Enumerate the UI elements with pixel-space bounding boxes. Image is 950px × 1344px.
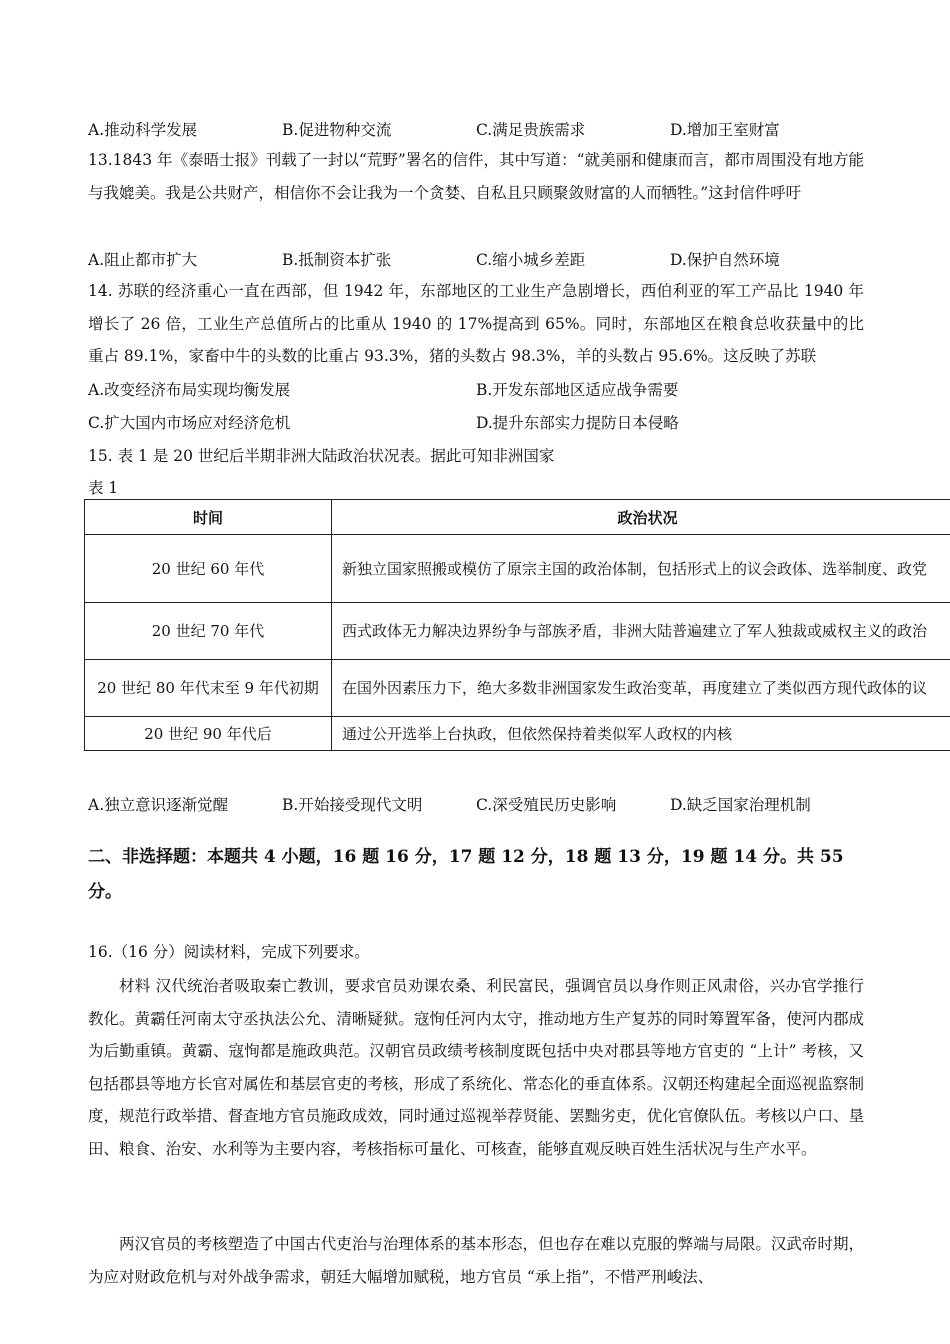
q16-stem: 16.（16 分）阅读材料，完成下列要求。 (88, 943, 370, 961)
header-time: 时间 (85, 500, 332, 535)
row-time: 20 世纪 80 年代末至 9 年代初期 (85, 660, 332, 717)
table-row (85, 717, 950, 751)
q15-option-d: D.缺乏国家治理机制 (670, 796, 811, 814)
q12-options (88, 118, 878, 142)
q13-option-d: D.保护自然环境 (670, 251, 780, 269)
q14-stem: 14. 苏联的经济重心一直在西部，但 1942 年，东部地区的工业生产急剧增长，西伯利亚的军工产品比 1940 年增长了 26 倍，工业生产总值所占的比重从 1940 的 17%提高到 65%。同时，东部地区在粮食总收获量中的比重占 89.1%，家畜中牛的头数的比重占 93.3%，猪的头数占 98.3%，羊的头数占 95.6%。这反映了苏联 (88, 282, 864, 365)
politics-table (84, 499, 950, 751)
row-time: 20 世纪 60 年代 (85, 535, 332, 603)
q15-option-b: B.开始接受现代文明 (282, 796, 423, 814)
row-desc: 通过公开选举上台执政，但依然保持着类似军人政权的内核 (332, 717, 950, 751)
row-desc: 新独立国家照搬或模仿了原宗主国的政治体制，包括形式上的议会政体、选举制度、政党 (332, 535, 950, 603)
table-row (85, 603, 950, 660)
q13-options (88, 248, 878, 272)
q15-option-c: C.深受殖民历史影响 (476, 796, 617, 814)
row-time: 20 世纪 70 年代 (85, 603, 332, 660)
q12-option-b: B.促进物种交流 (282, 121, 392, 139)
q15-options (88, 793, 878, 817)
q15-option-a: A.独立意识逐渐觉醒 (88, 796, 229, 814)
q14-option-b: B.开发东部地区适应战争需要 (476, 381, 679, 399)
row-desc: 在国外因素压力下，绝大多数非洲国家发生政治变革，再度建立了类似西方现代政体的议 (332, 660, 950, 717)
q14-option-a: A.改变经济布局实现均衡发展 (88, 381, 291, 399)
q13-stem: 13.1843 年《泰晤士报》刊载了一封以“荒野”署名的信件，其中写道：“就美丽和健康而言，都市周围没有地方能与我媲美。我是公共财产，相信你不会让我为一个贪婪、自私且只顾聚敛财富的人而牺牲。”这封信件呼吁 (88, 151, 864, 202)
header-politics: 政治状况 (332, 500, 950, 535)
table-row (85, 660, 950, 717)
q15-stem: 15. 表 1 是 20 世纪后半期非洲大陆政治状况表。据此可知非洲国家 (88, 447, 555, 465)
q13-option-c: C.缩小城乡差距 (476, 251, 586, 269)
q12-option-d: D.增加王室财富 (670, 121, 780, 139)
q12-option-a: A.推动科学发展 (88, 121, 198, 139)
row-desc: 西式政体无力解决边界纷争与部族矛盾，非洲大陆普遍建立了军人独裁或威权主义的政治 (332, 603, 950, 660)
table-header-row (85, 500, 950, 535)
table-row (85, 535, 950, 603)
q13-option-a: A.阻止都市扩大 (88, 251, 198, 269)
table-caption: 表 1 (88, 479, 119, 497)
q14-option-c: C.扩大国内市场应对经济危机 (88, 414, 291, 432)
q16-material-para1: 材料 汉代统治者吸取秦亡教训，要求官员劝课农桑、利民富民，强调官员以身作则正风肃俗，兴办官学推行教化。黄霸任河南太守丞执法公允、清晰疑狱。寇恂任河内太守，推动地方生产复苏的同时筹置军备，使河内郡成为后勤重镇。黄霸、寇恂都是施政典范。汉朝官员政绩考核制度既包括中央对郡县等地方官吏的 “上计” 考核，又包括郡县等地方长官对属佐和基层官吏的考核，形成了系统化、常态化的垂直体系。汉朝还构建起全面巡视监察制度，规范行政举措、督查地方官员施政成效，同时通过巡视举荐贤能、罢黜劣吏，优化官僚队伍。考核以户口、垦田、粮食、治安、水利等为主要内容，考核指标可量化、可核查，能够直观反映百姓生活状况与生产水平。 (88, 977, 864, 1158)
q13-option-b: B.抵制资本扩张 (282, 251, 392, 269)
section-heading: 二、非选择题：本题共 4 小题，16 题 16 分，17 题 12 分，18 题 13 分，19 题 14 分。共 55 分。 (88, 847, 844, 902)
q14-option-d: D.提升东部实力提防日本侵略 (476, 414, 679, 432)
row-time: 20 世纪 90 年代后 (85, 717, 332, 751)
q12-option-c: C.满足贵族需求 (476, 121, 586, 139)
q16-material-para2: 两汉官员的考核塑造了中国古代吏治与治理体系的基本形态，但也存在难以克服的弊端与局限。汉武帝时期，为应对财政危机与对外战争需求，朝廷大幅增加赋税，地方官员 “承上指”，不惜严刑峻法、 (88, 1235, 864, 1286)
